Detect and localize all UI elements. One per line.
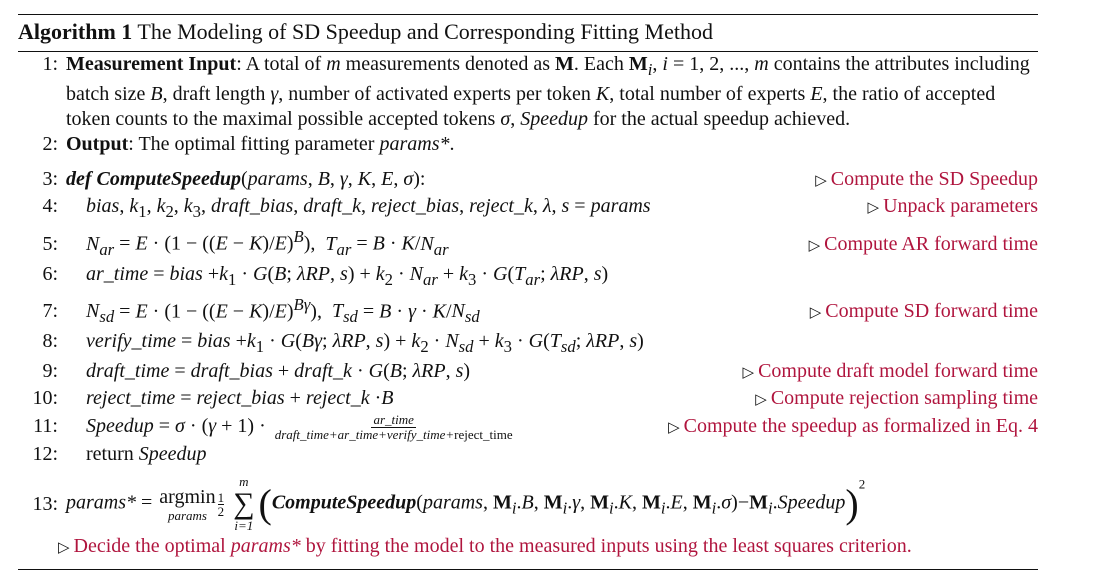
triangle-icon: ▷: [809, 305, 822, 322]
triangle-icon: ▷: [755, 392, 767, 409]
triangle-icon: ▷: [742, 365, 755, 382]
line-comment: ▷ Compute rejection sampling time: [755, 387, 1038, 410]
algorithm-line: [18, 386, 1038, 413]
triangle-icon: ▷: [808, 237, 821, 254]
line-comment: ▷ Compute AR forward time: [808, 232, 1038, 255]
algorithm-line: [18, 52, 1038, 132]
line-code: Measurement Input: A total of m measurements denoted as M. Each $M_i$, i = 1, 2, ..., m contains the attributes including batch size B, draft length γ, number of activated experts per token K, total number of experts E, the ratio of accepted token counts to the maximal possible accepted tokens σ, Speedup for the actual speedup achieved.: [66, 53, 1030, 130]
triangle-icon: ▷: [58, 540, 70, 557]
line-code: verify_time = bias $+k_1 \cdot G(B\gamma$; λRP, $s) + k_2 \cdot N_{sd} + k_3 \cdot G(T_{sd}$; λRP, s): [86, 330, 644, 357]
final-comment: ▷ Decide the optimal params* by fitting the model to the measured inputs using the least squares criterion.: [58, 535, 912, 558]
algorithm-line: [18, 442, 1038, 467]
line-code: Output: The optimal fitting parameter params*.: [66, 133, 455, 155]
line-comment: ▷ Compute the speedup as formalized in Eq. 4: [668, 415, 1038, 438]
algorithm-line: [18, 224, 1038, 262]
line-number: 7:: [42, 300, 58, 323]
line-number: 4:: [42, 195, 58, 217]
triangle-icon: ▷: [815, 173, 827, 189]
line-code: return Speedup: [86, 443, 207, 466]
bottom-rule: [18, 569, 1038, 570]
line-code: draft_time = draft_bias + draft_k · G(B; λRP, s): [86, 360, 471, 383]
line-number: 1:: [42, 53, 58, 75]
line-number: 13:: [32, 492, 58, 515]
line-code: bias, $k_1$, $k_2$, $k_3$, draft_bias, draft_k, reject_bias, reject_k, λ, s = params: [86, 195, 651, 221]
line-comment: ▷ Compute SD forward time: [809, 300, 1038, 323]
algorithm-title: [18, 15, 1038, 45]
line-code: def ComputeSpeedup(params, B, γ, K, E, σ):: [66, 168, 426, 190]
algorithm-line: [18, 329, 1038, 359]
spacer: [18, 157, 1038, 167]
triangle-icon: ▷: [867, 200, 880, 216]
algorithm-lines: [18, 52, 1038, 467]
algorithm-line: [18, 167, 1038, 194]
line-13: 13: params* = argmin params $\frac{1}{2}$ m ∑ i=1 (ComputeSpeedup(params, $M_i.B$, $M_i.\gamma$, $M_i.K$, $M_i.E$, $M_i.\sigma)-M_i.Speedup)^2$: [18, 475, 1038, 533]
line-number: 2:: [42, 133, 58, 155]
line-code: Speedup = σ · (γ + 1) · $\frac{\text{ar\_time}}{\text{draft\_time+ar\_time+verify\_time+reject\_time}}$: [86, 412, 513, 443]
line-number: 5:: [42, 232, 58, 255]
line-number: 3:: [42, 168, 58, 190]
line-comment: ▷ Compute the SD Speedup: [815, 168, 1038, 190]
line-number: 10:: [32, 387, 58, 410]
algorithm-line: [18, 413, 1038, 442]
line-code: reject_time = reject_bias + reject_k ·B: [86, 387, 394, 410]
summation: m ∑ i=1: [233, 474, 255, 534]
line-comment: ▷ Compute draft model forward time: [742, 360, 1038, 383]
algorithm-line: [18, 262, 1038, 292]
algorithm-block: [18, 14, 1038, 570]
triangle-icon: ▷: [668, 420, 680, 437]
algorithm-title-text: The Modeling of SD Speedup and Corresponding Fitting Method: [137, 19, 713, 44]
line-number: 9:: [42, 360, 58, 383]
line-code: $N_{ar} = E \cdot (1 - ((E - K)/E)^B)$, $T_{ar} = B \cdot K/N_{ar}$: [86, 227, 449, 259]
argmin: argmin params: [159, 485, 216, 523]
line-code: ar_time = bias $+k_1 \cdot G(B$; λRP, $s) + k_2 \cdot N_{ar} + k_3 \cdot G(T_{ar}$; λRP, s): [86, 262, 609, 289]
line-number: 11:: [33, 415, 58, 438]
line-comment: ▷ Unpack parameters: [867, 195, 1038, 217]
algorithm-line: [18, 132, 1038, 157]
line-number: 6:: [42, 262, 58, 285]
algorithm-line: [18, 194, 1038, 224]
algorithm-line: [18, 359, 1038, 386]
line-number: 8:: [42, 330, 58, 353]
algorithm-line: [18, 292, 1038, 330]
algorithm-label: Algorithm 1: [18, 19, 133, 44]
line-code: $N_{sd} = E \cdot (1 - ((E - K)/E)^{B\gamma})$, $T_{sd} = B \cdot \gamma \cdot K/N_{sd}$: [86, 294, 480, 327]
line-number: 12:: [32, 443, 58, 466]
